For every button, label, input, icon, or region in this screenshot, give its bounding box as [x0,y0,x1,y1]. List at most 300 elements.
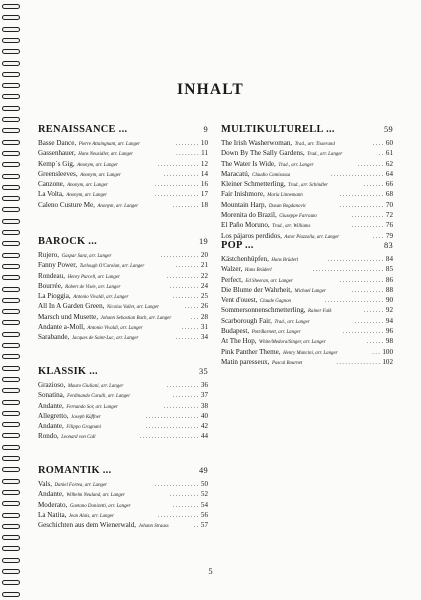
piece-composer: Anonym, arr. Langer [66,193,108,199]
section-title: MULTIKULTURELL ... [221,124,335,135]
piece-title: Walzer, [221,265,243,274]
binding-ring [2,106,20,111]
dot-leader: .. [378,151,385,158]
dot-leader: .................... [139,434,200,441]
piece-title: Bourrée, [38,281,63,290]
dot-leader: ............... [336,359,382,366]
binding-ring [2,546,20,551]
dot-leader: ......... [357,161,385,168]
dot-leader: ... [372,349,382,356]
dot-leader: ........ [175,335,200,342]
piece-composer: Johann Strauss [138,524,169,530]
piece-composer: Rainer Falk [308,309,332,315]
piece-page: 17 [200,190,208,199]
piece-page: 14 [200,169,208,178]
toc-entry [221,285,393,295]
piece-page: 57 [200,521,208,530]
toc-entry [38,260,208,270]
binding-ring [2,219,20,224]
toc-entry [221,200,393,210]
dot-leader: .............. [157,161,200,168]
toc-entry [38,479,208,489]
piece-title: The Irish Washerwoman, [221,139,293,147]
piece-title: Matin paresseux, [221,357,270,366]
piece-composer: Joseph Küffner [71,414,101,420]
piece-page: 70 [385,200,393,209]
piece-composer: Michael Langer [294,288,326,294]
piece-composer: Antonio Vivaldi, arr. Langer [87,326,143,332]
piece-title: Vals, [38,480,52,488]
toc-entry [221,264,393,274]
piece-page: 38 [200,401,208,410]
piece-page: 20 [200,251,208,259]
dot-leader: ........................ [312,267,385,274]
toc-entry [221,326,393,336]
piece-title: Rondo, [38,432,59,441]
piece-title: The Water Is Wide, [221,159,276,168]
dot-leader: .... [372,141,385,147]
toc-entry [38,200,208,210]
section-heading [38,465,208,477]
piece-composer: Claudio Camisassa [252,172,291,178]
piece-page: 42 [200,422,208,431]
piece-composer: Giuseppe Farrauto [279,214,317,220]
piece-composer: Trad., arr. Langer [274,319,310,325]
binding-ring [2,490,20,495]
piece-composer: Anonym, arr. Langer [97,203,139,209]
piece-title: Andante a-Moll, [38,323,85,332]
piece-page: 26 [200,302,208,311]
toc-entry [38,380,208,390]
piece-title: La Natita, [38,510,67,519]
piece-title: Basse Dance, [38,139,77,147]
dot-leader: ........ [176,151,201,158]
toc-entry [221,159,393,169]
binding-ring [2,253,20,258]
piece-title: Grazioso, [38,381,66,389]
binding-ring [2,513,20,518]
piece-title: La Volta, [38,190,64,199]
piece-page: 96 [385,327,393,336]
section-title: RENAISSANCE ... [38,124,128,135]
binding-ring [2,185,20,190]
toc-entry [221,254,393,264]
binding-ring [2,467,20,472]
piece-page: 52 [200,490,208,499]
piece-page: 34 [200,333,208,342]
piece-page: 36 [200,381,208,389]
dot-leader: ......... [172,202,200,209]
toc-section [221,240,393,367]
toc-entry [221,275,393,285]
piece-title: Rondeau, [38,271,65,280]
section-title: KLASSIK ... [38,366,98,377]
piece-page: 64 [385,169,393,178]
piece-title: Kemp´s Gig, [38,159,75,168]
piece-composer: Trad., arr. Langer [307,152,343,158]
piece-composer: Antonio Vivaldi, arr. Langer [73,295,129,301]
toc-entry [38,510,208,520]
dot-leader: ............... [154,482,200,488]
binding-ring [2,38,20,43]
piece-page: 56 [200,510,208,519]
toc-entry [221,305,393,315]
binding-ring [2,49,20,54]
dot-leader: ..... [184,304,200,311]
toc-entry [221,357,393,367]
piece-page: 68 [385,190,393,199]
toc-entry [221,138,393,148]
toc-entry [221,210,393,220]
piece-title: Die Blume der Wahrheit, [221,285,293,294]
binding-ring [2,501,20,506]
piece-page: 85 [385,265,393,274]
toc-entry [38,301,208,311]
piece-composer: Maria Linnemann [267,193,303,199]
binding-ring [2,117,20,122]
piece-title: Andante, [38,490,64,499]
piece-page: 92 [385,306,393,315]
dot-leader: ......... [172,502,200,509]
dot-leader: .................. [330,171,385,178]
piece-composer: Wilhelm Neuland, arr. Langer [66,493,125,499]
piece-composer: Filippo Gragnani [66,425,101,431]
piece-page: 66 [385,180,393,189]
piece-title: Geschichten aus dem Wienerwald, [38,521,137,530]
piece-page: 102 [382,357,393,366]
toc-entry [38,291,208,301]
piece-title: Canzone, [38,180,65,189]
piece-composer: Fernando Sor, arr. Langer [66,404,118,410]
section-page: 35 [199,367,208,376]
binding-ring [2,298,20,303]
piece-title: Maracatú, [221,169,250,178]
dot-leader: ............... [154,192,200,199]
toc-entry [38,332,208,342]
piece-title: Caleno Custure Me, [38,200,95,209]
toc-entry [38,189,208,199]
toc-entry [221,169,393,179]
binding-ring [2,174,20,179]
binding-ring [2,366,20,371]
piece-composer: Mauro Giuliani, arr. Langer [67,384,124,389]
piece-page: 79 [385,231,393,240]
toc-entry [221,336,393,346]
piece-composer: Pascal Bournet [271,360,303,366]
piece-title: Greensleeves, [38,169,78,178]
binding-ring [2,207,20,212]
section-title: ROMANTIK ... [38,465,112,476]
piece-page: 40 [200,411,208,420]
toc-section [38,366,208,442]
dot-leader: ........... [351,213,385,220]
piece-composer: Trad., arr. Tisserand [294,142,335,147]
section-heading [221,124,393,136]
page-title: INHALT [177,81,244,98]
toc-entry [38,159,208,169]
binding-ring [2,72,20,77]
binding-ring [2,388,20,393]
piece-page: 72 [385,211,393,220]
piece-composer: Trad., arr. Schindler [288,183,328,189]
dot-leader: .................. [145,424,200,431]
toc-entry [38,431,208,441]
binding-ring [2,264,20,269]
piece-title: Rujero, [38,251,60,259]
binding-ring [2,230,20,235]
binding-ring [2,27,20,32]
piece-title: Morenita do Brazil, [221,211,277,220]
piece-page: 98 [385,337,393,346]
dot-leader: .............. [342,329,385,336]
piece-title: Andante, [38,401,64,410]
toc-entry [38,179,208,189]
piece-composer: Henry Mancini, arr. Langer [283,350,338,356]
dot-leader: ... [190,314,200,321]
piece-title: Fair Inishmore, [221,190,265,199]
toc-entry [38,401,208,411]
binding-ring [2,354,20,359]
toc-entry [221,347,393,357]
piece-title: Down By The Sally Gardens, [221,149,305,158]
binding-ring [2,320,20,325]
dot-leader: ......... [172,294,200,301]
piece-page: 94 [385,316,393,325]
piece-page: 12 [200,159,208,168]
piece-title: Fanny Power, [38,261,78,270]
dot-leader: ............. [160,253,200,259]
piece-composer: Hans Brüderl [244,268,272,274]
piece-composer: Turlough O'Carolan, arr. Langer [79,264,145,270]
dot-leader: ............ [163,171,200,178]
piece-page: 10 [200,139,208,147]
section-page: 83 [384,241,393,250]
piece-page: 28 [200,312,208,321]
toc-section [38,236,208,343]
piece-page: 84 [385,255,393,263]
piece-page: 37 [200,391,208,400]
piece-page: 22 [200,271,208,280]
dot-leader: .... [372,233,385,240]
section-heading [221,240,393,252]
piece-composer: Astor Piazzolla, arr. Langer [284,234,340,240]
binding-ring [2,275,20,280]
toc-entry [221,316,393,326]
dot-leader: .............. [157,512,200,519]
toc-section [221,124,393,241]
piece-composer: Pott/Barnett, arr. Langer [251,330,301,336]
binding-ring [2,309,20,314]
piece-page: 25 [200,292,208,301]
toc-entry [38,169,208,179]
piece-title: Perfect, [221,275,243,284]
piece-page: 100 [382,347,393,356]
piece-composer: Henry Purcell, arr. Langer [67,274,120,280]
dot-leader: ....... [363,308,385,315]
section-heading [38,366,208,378]
dot-leader: ................... [327,257,385,263]
toc-entry [38,250,208,260]
dot-leader: ............... [339,277,385,284]
toc-entry [38,322,208,332]
binding-ring [2,61,20,66]
binding-ring [2,4,20,9]
piece-page: 16 [200,180,208,189]
piece-page: 62 [385,159,393,168]
piece-title: Sonatina, [38,391,65,400]
binding-ring [2,241,20,246]
dot-leader: ........ [175,263,200,270]
piece-title: Moderato, [38,500,68,509]
piece-title: Vent d'ouest, [221,296,258,305]
dot-leader: ......... [172,393,200,400]
binding-ring [2,445,20,450]
piece-composer: Daniel Fortea, arr. Langer [54,483,108,488]
piece-page: 50 [200,480,208,488]
toc-entry [38,390,208,400]
piece-composer: Hans Brüderl [271,258,299,263]
piece-page: 90 [385,296,393,305]
piece-title: La Pioggia, [38,292,71,301]
toc-entry [38,520,208,530]
toc-entry [221,295,393,305]
piece-composer: Anonym, arr. Langer [77,162,118,168]
binding-ring [2,15,20,20]
piece-page: 88 [385,285,393,294]
binding-ring [2,287,20,292]
piece-title: At The Hop, [221,337,257,346]
piece-composer: Anonym, arr. Langer [67,183,108,189]
piece-composer: Gaetano Donizetti, arr. Langer [69,503,131,509]
dot-leader: ............... [339,202,385,209]
toc-entry [221,220,393,230]
dot-leader: ........... [351,287,385,294]
dot-leader: .......... [354,318,385,325]
piece-title: Kästchenhüpfen, [221,255,269,263]
toc-entry [221,189,393,199]
piece-page: 21 [200,261,208,270]
piece-composer: White/Medora/Singer, arr. Langer [259,340,326,346]
toc-entry [38,281,208,291]
piece-composer: Jacques de Saint-Luc, arr. Langer [71,336,139,342]
binding-ring [2,196,20,201]
binding-ring [2,343,20,348]
piece-page: 60 [385,139,393,147]
piece-title: Scarborough Fair, [221,316,272,325]
dot-leader: ........ [175,141,200,147]
piece-composer: Pierre Attaingnant, arr. Langer [78,142,140,147]
section-page: 59 [384,125,393,134]
toc-entry [38,489,208,499]
binding-ring [2,558,20,563]
dot-leader: .. [193,523,200,530]
binding-ring [2,433,20,438]
piece-title: Kleiner Schmetterling, [221,180,286,189]
piece-composer: Claude Gagnon [259,299,291,305]
piece-composer: Leonard von Call [61,435,96,441]
piece-page: 18 [200,200,208,209]
piece-title: Marsch und Musette, [38,312,99,321]
piece-title: Andante, [38,422,64,431]
section-heading [38,124,208,136]
piece-title: Allegretto, [38,411,69,420]
page-number: 5 [208,566,213,576]
piece-page: 54 [200,500,208,509]
dot-leader: .......... [169,492,200,499]
piece-title: Budapest, [221,327,250,336]
piece-title: El Paño Moruno, [221,221,270,230]
toc-entry [38,312,208,322]
piece-page: 31 [200,323,208,332]
dot-leader: .................... [324,298,385,305]
piece-composer: Ed Sheeran, arr. Langer [245,278,293,284]
dot-leader: ............ [163,403,200,410]
toc-entry [221,148,393,158]
binding-ring [2,332,20,337]
dot-leader: .......... [169,283,200,290]
piece-composer: Hans Neusidler, arr. Langer [78,152,133,158]
binding-ring [2,128,20,133]
dot-leader: ........... [166,273,200,280]
section-title: POP ... [221,240,254,251]
piece-title: Gassenhauer, [38,149,76,158]
toc-entry [38,138,208,148]
dot-leader: ............... [339,192,385,199]
piece-title: Mountain Harp, [221,200,267,209]
dot-leader: ...... [366,339,385,346]
piece-composer: Anonym, arr. Langer [80,172,121,178]
toc-section [38,465,208,530]
dot-leader: ............... [154,182,200,189]
binding-ring [2,456,20,461]
toc-entry [38,271,208,281]
binding-ring [2,422,20,427]
binding-ring [2,592,20,597]
piece-composer: Trad., arr. Williams [272,224,311,230]
binding-ring [2,162,20,167]
binding-ring [2,140,20,145]
section-title: BAROCK ... [38,236,97,247]
dot-leader: .................. [145,413,200,420]
binding-ring [2,580,20,585]
toc-entry [38,500,208,510]
binding-ring [2,377,20,382]
binding-ring [2,400,20,405]
dot-leader: ...... [181,325,200,332]
piece-composer: Jean Alais, arr. Langer [68,513,115,519]
toc-section [38,124,208,210]
piece-composer: Ferdinando Carulli, arr. Langer [67,394,131,400]
toc-entry [38,148,208,158]
binding-ring [2,535,20,540]
piece-page: 24 [200,281,208,290]
binding-ring [2,151,20,156]
piece-composer: Nicolas Vallet, arr. Langer [106,305,159,311]
toc-entry [221,179,393,189]
piece-page: 76 [385,221,393,230]
binding-ring [2,479,20,484]
piece-title: Los pájaros perdidos, [221,231,282,240]
dot-leader: ........... [351,223,385,230]
piece-title: Sarabande, [38,333,70,342]
piece-page: 61 [385,149,393,158]
piece-page: 44 [200,432,208,441]
section-page: 19 [199,237,208,246]
piece-title: Sommersonnenschmetterling, [221,306,306,315]
piece-composer: Johann Sebastian Bach, arr. Langer [100,315,172,321]
piece-page: 11 [201,149,208,158]
piece-title: Pink Panther Theme, [221,347,281,356]
